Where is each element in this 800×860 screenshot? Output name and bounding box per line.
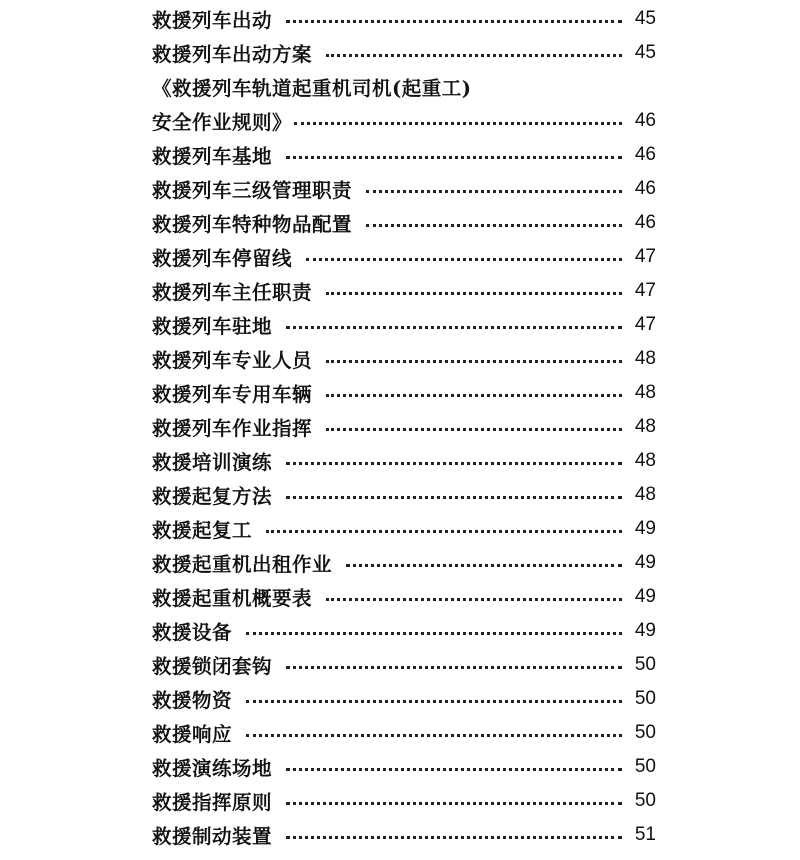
page-number: 46 (634, 110, 656, 131)
entry-title: 救援物资 (152, 689, 233, 712)
dot-leader (286, 768, 622, 771)
entry-title: 救援列车主任职责 (152, 281, 313, 304)
dot-leader (326, 54, 622, 57)
toc-entry-continued[interactable] (152, 70, 656, 104)
toc-entry[interactable] (152, 206, 656, 240)
toc-entry[interactable] (152, 376, 656, 410)
dot-leader (326, 394, 622, 397)
dot-leader (294, 122, 622, 125)
dot-leader (366, 190, 622, 193)
toc-entry[interactable] (152, 36, 656, 70)
dot-leader (246, 632, 622, 635)
toc-entry[interactable] (152, 784, 656, 818)
page-number: 48 (634, 416, 656, 437)
page-number: 46 (634, 144, 656, 165)
dot-leader (326, 428, 622, 431)
dot-leader (286, 836, 622, 839)
entry-title: 救援指挥原则 (152, 791, 273, 814)
entry-title: 救援列车专用车辆 (152, 383, 313, 406)
dot-leader (326, 292, 622, 295)
page-number: 50 (634, 722, 656, 743)
entry-title: 救援列车停留线 (152, 247, 293, 270)
dot-leader (266, 530, 622, 533)
entry-title: 救援起重机概要表 (152, 587, 313, 610)
page-number: 49 (634, 586, 656, 607)
entry-title: 救援列车出动 (152, 9, 273, 32)
entry-title: 救援制动装置 (152, 825, 273, 848)
toc-entry[interactable] (152, 410, 656, 444)
entry-title: 救援列车驻地 (152, 315, 273, 338)
page-number: 48 (634, 450, 656, 471)
toc-entry[interactable] (152, 240, 656, 274)
page-number: 49 (634, 518, 656, 539)
dot-leader (286, 462, 622, 465)
dot-leader (366, 224, 622, 227)
toc-entry[interactable] (152, 648, 656, 682)
toc-entry[interactable] (152, 478, 656, 512)
toc-entry[interactable] (152, 682, 656, 716)
dot-leader (246, 700, 622, 703)
page-number: 50 (634, 688, 656, 709)
entry-title: 救援列车基地 (152, 145, 273, 168)
page-number: 51 (634, 824, 656, 845)
toc-entry[interactable] (152, 138, 656, 172)
entry-title: 救援培训演练 (152, 451, 273, 474)
entry-title: 救援列车出动方案 (152, 43, 313, 66)
entry-title: 救援列车三级管理职责 (152, 179, 353, 202)
dot-leader (326, 598, 622, 601)
entry-title: 救援列车作业指挥 (152, 417, 313, 440)
entry-title: 《救援列车轨道起重机司机(起重工) (152, 77, 472, 100)
dot-leader (286, 326, 622, 329)
entry-title: 救援列车专业人员 (152, 349, 313, 372)
page-number: 48 (634, 484, 656, 505)
page-number: 48 (634, 348, 656, 369)
toc-entry[interactable] (152, 2, 656, 36)
dot-leader (346, 564, 622, 567)
toc-entry[interactable] (152, 512, 656, 546)
page-number: 47 (634, 314, 656, 335)
entry-title: 救援锁闭套钩 (152, 655, 273, 678)
toc-entry[interactable] (152, 172, 656, 206)
toc-entry[interactable] (152, 104, 656, 138)
entry-title: 安全作业规则》 (152, 111, 293, 134)
toc-entry[interactable] (152, 716, 656, 750)
page-number: 46 (634, 178, 656, 199)
page-number: 45 (634, 42, 656, 63)
page-number: 47 (634, 280, 656, 301)
entry-title: 救援起重机出租作业 (152, 553, 333, 576)
toc-entry[interactable] (152, 444, 656, 478)
dot-leader (286, 666, 622, 669)
toc-entry[interactable] (152, 274, 656, 308)
page-number: 50 (634, 654, 656, 675)
page-number: 50 (634, 756, 656, 777)
page-number: 49 (634, 552, 656, 573)
toc-entry[interactable] (152, 580, 656, 614)
page-number: 47 (634, 246, 656, 267)
toc-entry[interactable] (152, 614, 656, 648)
page-number: 45 (634, 8, 656, 29)
entry-title: 救援演练场地 (152, 757, 273, 780)
toc-entry[interactable] (152, 308, 656, 342)
entry-title: 救援设备 (152, 621, 233, 644)
dot-leader (306, 258, 622, 261)
dot-leader (286, 156, 622, 159)
toc-entry[interactable] (152, 546, 656, 580)
entry-title: 救援起复工 (152, 519, 253, 542)
page-number: 48 (634, 382, 656, 403)
page-number: 46 (634, 212, 656, 233)
page-number: 49 (634, 620, 656, 641)
entry-title: 救援列车特种物品配置 (152, 213, 353, 236)
dot-leader (286, 802, 622, 805)
entry-title: 救援响应 (152, 723, 233, 746)
entry-title: 救援起复方法 (152, 485, 273, 508)
dot-leader (286, 20, 622, 23)
toc-entry[interactable] (152, 750, 656, 784)
toc-entry[interactable] (152, 818, 656, 852)
dot-leader (326, 360, 622, 363)
dot-leader (286, 496, 622, 499)
page-number: 50 (634, 790, 656, 811)
dot-leader (246, 734, 622, 737)
toc-entry[interactable] (152, 342, 656, 376)
